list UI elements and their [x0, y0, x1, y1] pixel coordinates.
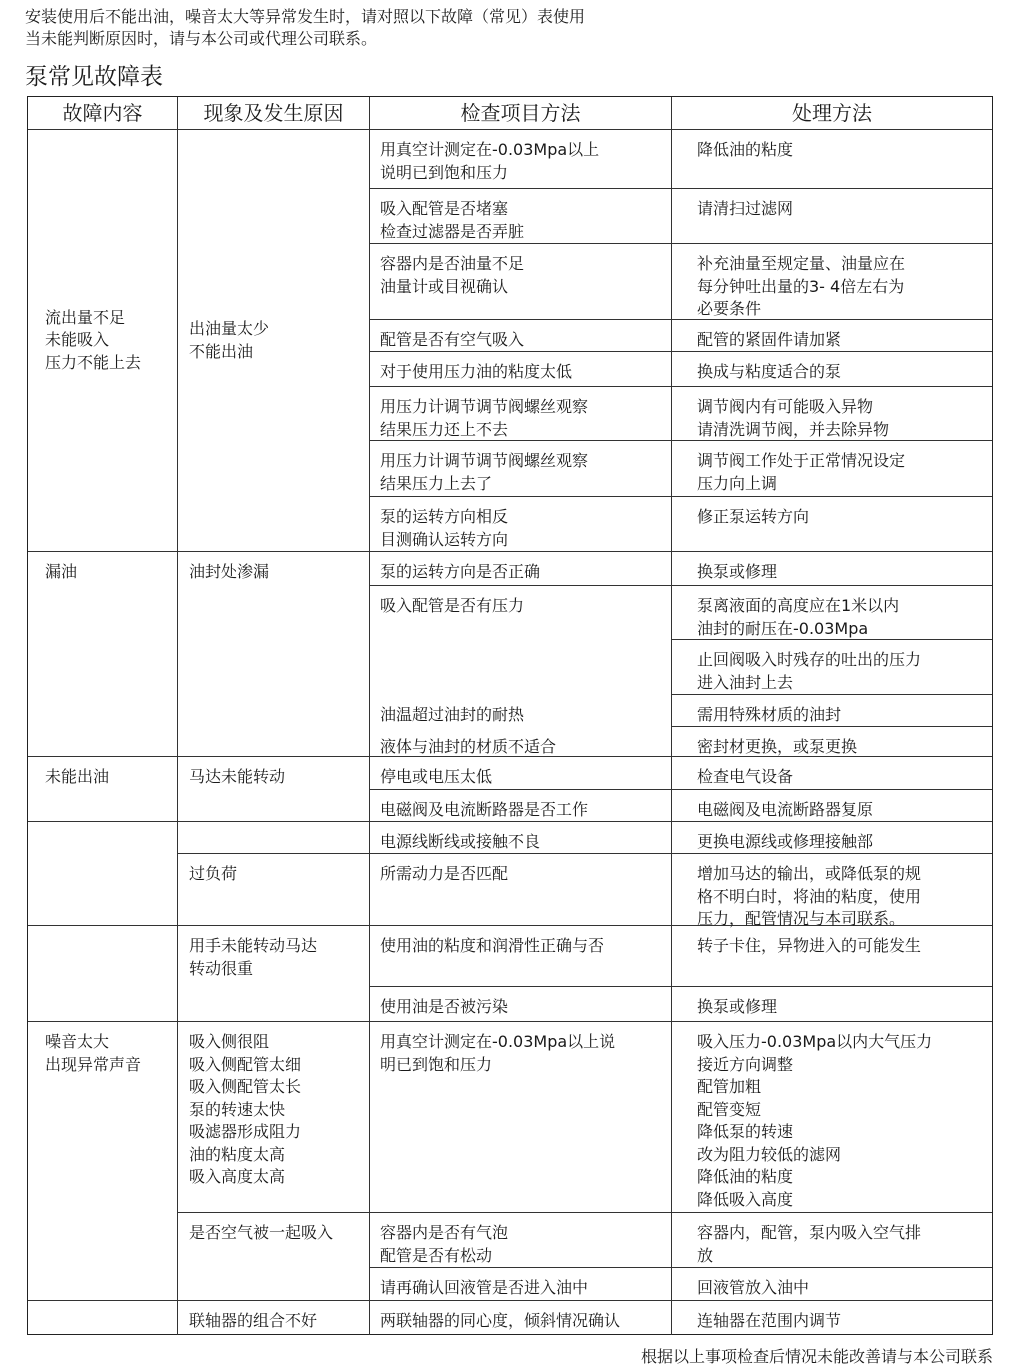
check-cell: 用压力计调节调节阀螺丝观察 结果压力上去了 [370, 441, 672, 497]
remedy-cell: 连轴器在范围内调节 [697, 1311, 842, 1330]
remedy-cell: 检查电气设备 [672, 757, 992, 790]
remedy-cell: 吸入压力-0.03Mpa以内大气压力 接近方向调整 配管加粗 配管变短 降低泵的转速 改为阻力较低的滤网 降低油的粘度 降低吸入高度 [672, 1022, 992, 1213]
check-cell: 泵的运转方向相反 目测确认运转方向 [370, 497, 672, 552]
check-cell: 电磁阀及电流断路器是否工作 [370, 790, 672, 822]
fault-cell: 未能出油 [28, 757, 178, 822]
remedy-cell: 更换电源线或修理接触部 [672, 822, 992, 854]
remedy-cell: 配管的紧固件请加紧 [672, 320, 992, 352]
cause-cell: 马达未能转动 [178, 757, 370, 822]
check-cell: 使用油的粘度和润滑性正确与否 [370, 926, 672, 987]
cause-cell: 过负荷 [178, 854, 370, 926]
check-cell: 用真空计测定在-0.03Mpa以上 说明已到饱和压力 [370, 130, 672, 189]
cause-cell-text: 出油量太少 不能出油 [189, 319, 270, 361]
page-title: 泵常见故障表 [25, 64, 163, 90]
fault-cell [28, 1301, 178, 1335]
remedy-cell: 降低油的粘度 [672, 130, 992, 189]
column-header: 现象及发生原因 [178, 97, 370, 130]
check-cell: 容器内是否油量不足 油量计或目视确认 [370, 244, 672, 320]
column-header: 检查项目方法 [370, 97, 672, 130]
check-cell: 液体与油封的材质不适合 [370, 727, 672, 757]
cause-cell [178, 130, 370, 552]
check-cell: 吸入配管是否有压力 [370, 586, 672, 695]
check-cell: 用压力计调节调节阀螺丝观察 结果压力还上不去 [370, 387, 672, 441]
intro-text: 安装使用后不能出油，噪音太大等异常发生时，请对照以下故障（常见）表使用 当未能判断原因时，请与本公司或代理公司联系。 [25, 7, 586, 48]
check-cell: 吸入配管是否堵塞 检查过滤器是否弄脏 [370, 189, 672, 244]
check-cell: 电源线断线或接触不良 [370, 822, 672, 854]
check-cell: 两联轴器的同心度，倾斜情况确认 [370, 1301, 672, 1335]
remedy-cell: 换泵或修理 [672, 552, 992, 586]
cause-cell: 是否空气被一起吸入 [178, 1213, 370, 1301]
fault-cell-text: 流出量不足 未能吸入 压力不能上去 [45, 307, 142, 372]
fault-cell [28, 926, 178, 1022]
remedy-cell: 转子卡住，异物进入的可能发生 [672, 926, 992, 987]
check-cell: 请再确认回液管是否进入油中 [370, 1268, 672, 1301]
remedy-cell: 补充油量至规定量、油量应在 每分钟吐出量的3- 4倍左右为 必要条件 [672, 244, 992, 320]
remedy-cell: 容器内，配管，泵内吸入空气排 放 [672, 1213, 992, 1268]
check-cell: 油温超过油封的耐热 [370, 695, 672, 727]
remedy-cell: 电磁阀及电流断路器复原 [672, 790, 992, 822]
column-header: 故障内容 [28, 97, 178, 130]
cause-cell: 吸入侧很阻 吸入侧配管太细 吸入侧配管太长 泵的转速太快 吸滤器形成阻力 油的粘度太高 吸入高度太高 [178, 1022, 370, 1213]
remedy-cell: 回液管放入油中 [672, 1268, 992, 1301]
remedy-cell: 调节阀内有可能吸入异物 请清洗调节阀，并去除异物 [672, 387, 992, 441]
remedy-cell: 调节阀工作处于正常情况设定 压力向上调 [672, 441, 992, 497]
remedy-cell: 增加马达的输出，或降低泵的规 格不明白时，将油的粘度，使用 压力，配管情况与本司联系。 [672, 854, 992, 926]
fault-cell [28, 822, 178, 926]
fault-table [27, 96, 993, 1335]
remedy-cell: 换成与粘度适合的泵 [672, 352, 992, 387]
remedy-cell: 修正泵运转方向 [672, 497, 992, 552]
remedy-cell: 请清扫过滤网 [672, 189, 992, 244]
remedy-cell: 换泵或修理 [672, 987, 992, 1022]
fault-cell: 噪音太大 出现异常声音 [28, 1022, 178, 1301]
check-cell: 配管是否有空气吸入 [370, 320, 672, 352]
column-header: 处理方法 [672, 97, 992, 130]
cause-cell: 联轴器的组合不好 [178, 1301, 370, 1335]
check-cell: 用真空计测定在-0.03Mpa以上说 明已到饱和压力 [370, 1022, 672, 1213]
remedy-cell: 密封材更换，或泵更换 [672, 727, 992, 757]
cause-cell [178, 822, 370, 854]
check-cell: 所需动力是否匹配 [370, 854, 672, 926]
footer-note: 根据以上事项检查后情况未能改善请与本公司联系 [640, 1347, 993, 1366]
check-cell: 停电或电压太低 [370, 757, 672, 790]
cause-cell: 用手未能转动马达 转动很重 [178, 926, 370, 1022]
cause-cell: 油封处渗漏 [178, 552, 370, 757]
remedy-cell: 泵离液面的高度应在1米以内 油封的耐压在-0.03Mpa [672, 586, 992, 640]
check-cell: 使用油是否被污染 [370, 987, 672, 1022]
check-cell: 对于使用压力油的粘度太低 [370, 352, 672, 387]
fault-cell [28, 130, 178, 552]
check-cell: 容器内是否有气泡 配管是否有松动 [370, 1213, 672, 1268]
remedy-cell: 需用特殊材质的油封 [672, 695, 992, 727]
check-cell: 泵的运转方向是否正确 [370, 552, 672, 586]
remedy-cell: 止回阀吸入时残存的吐出的压力 进入油封上去 [672, 640, 992, 695]
fault-cell: 漏油 [28, 552, 178, 757]
